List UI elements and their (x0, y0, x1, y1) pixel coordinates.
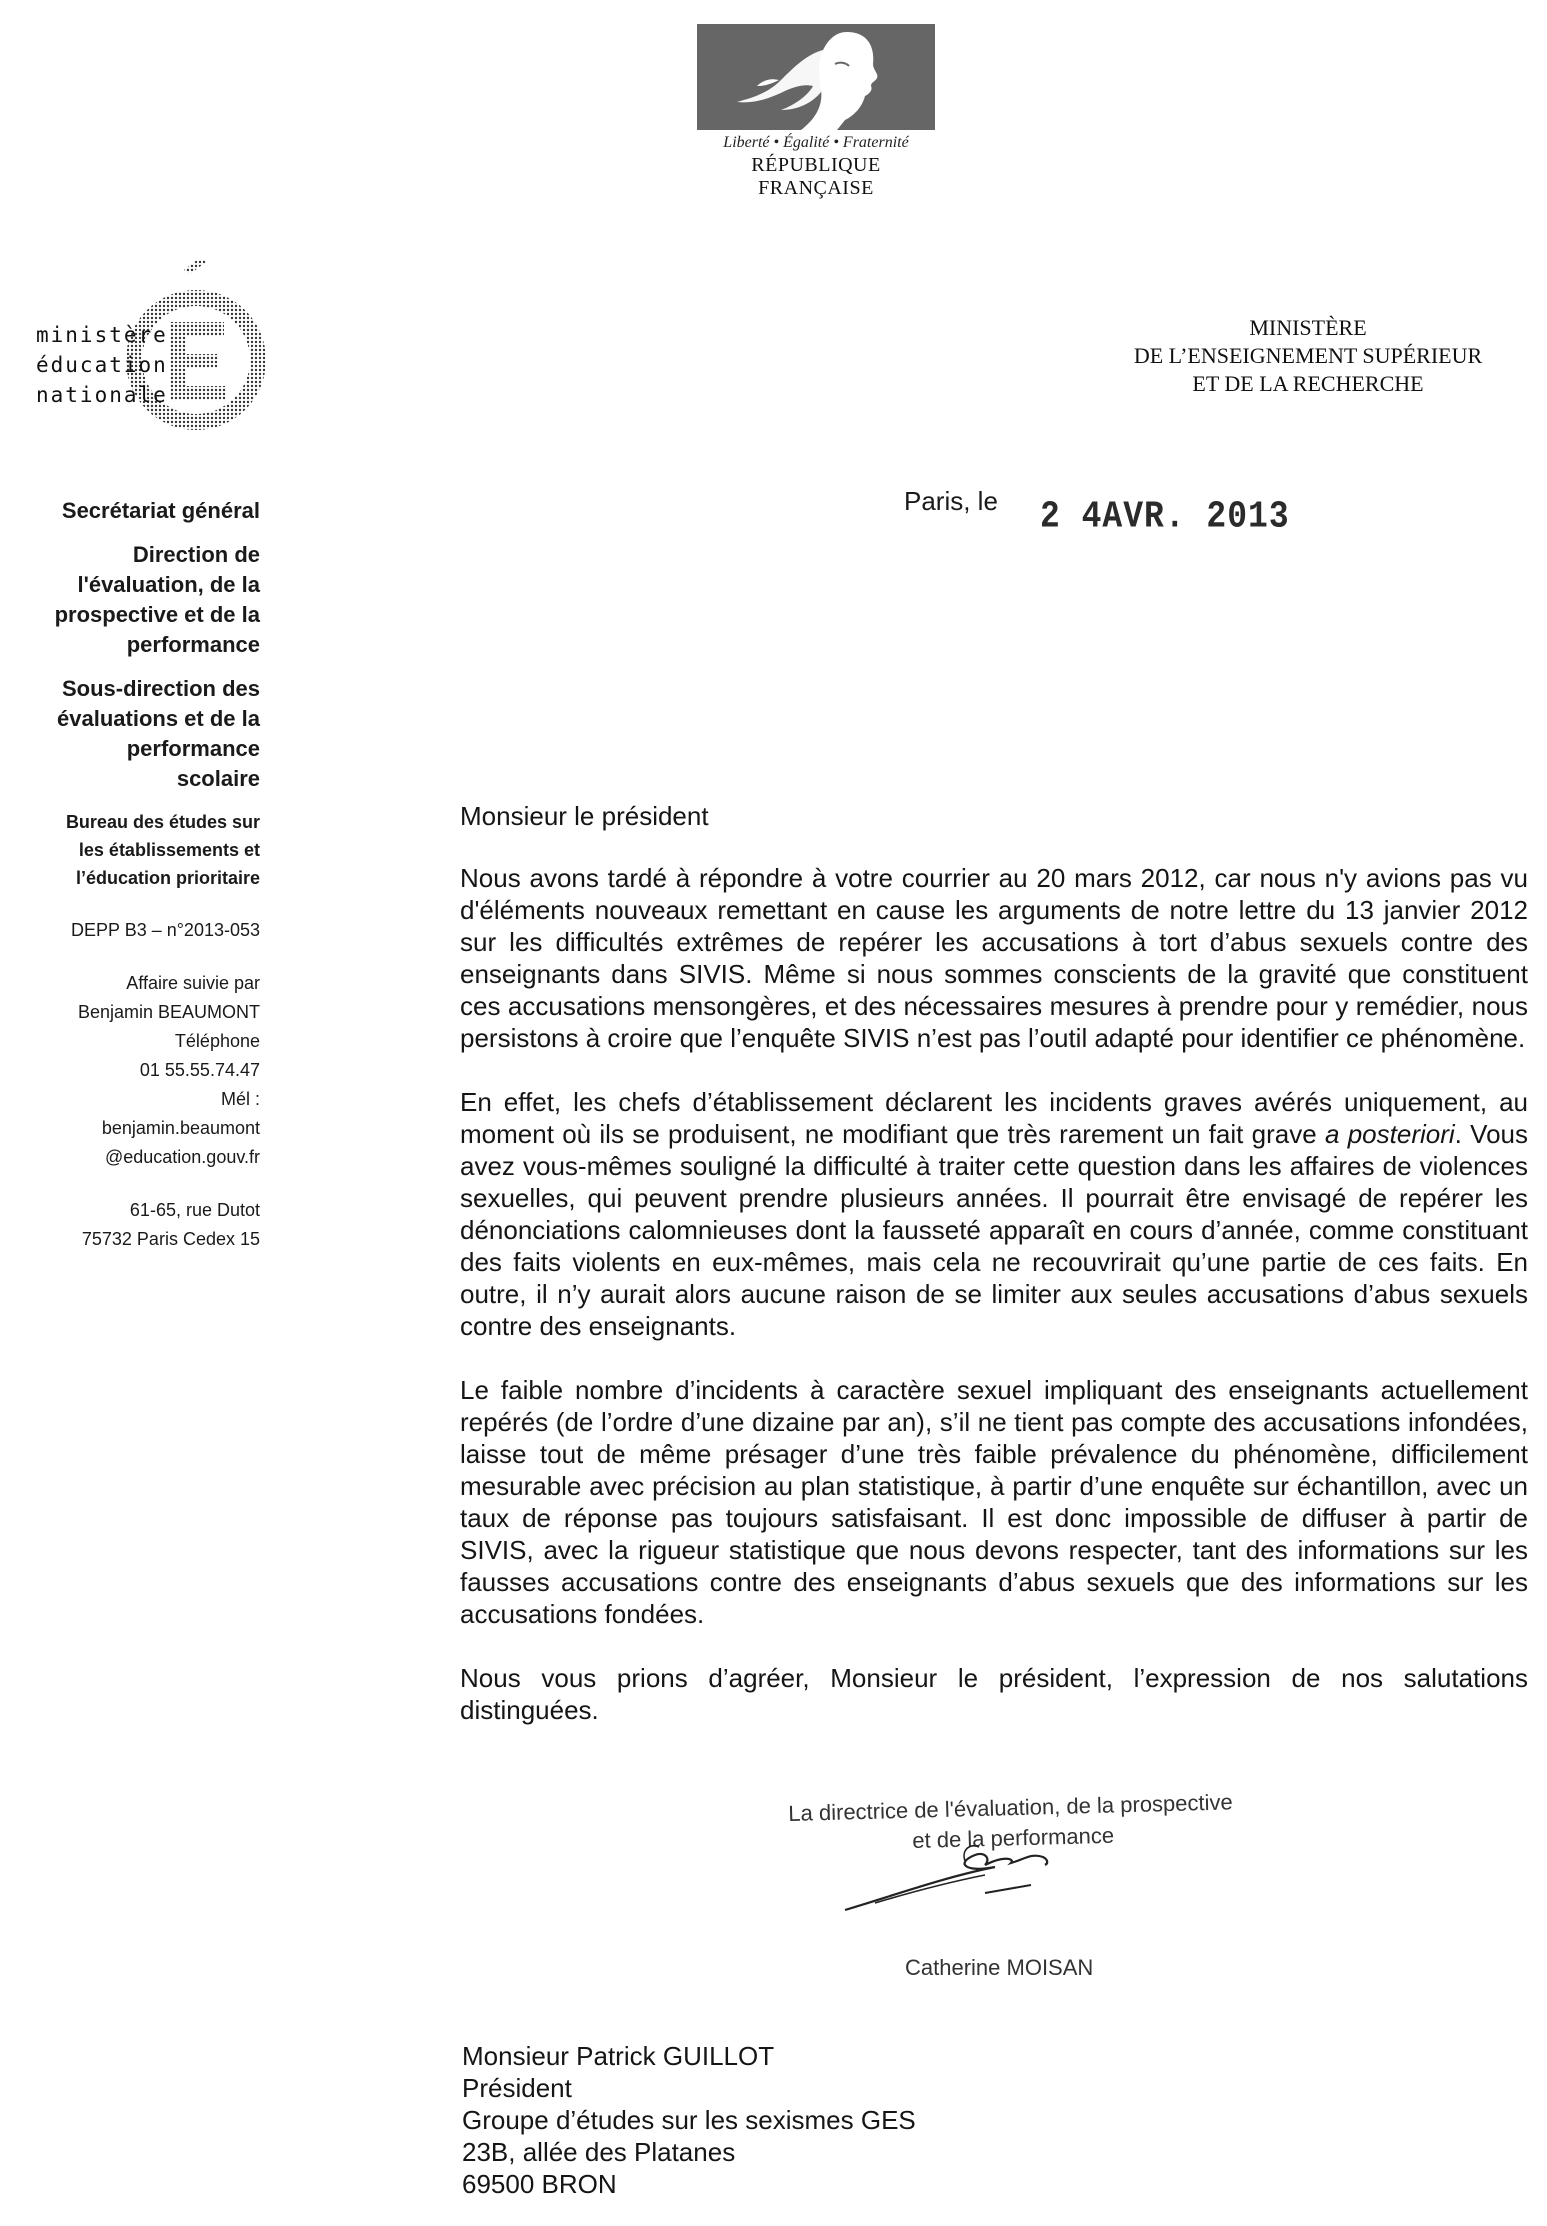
direction-line: Direction de (132, 542, 260, 567)
salutation: Monsieur le président (460, 801, 709, 831)
republic-name: RÉPUBLIQUE FRANÇAISE (751, 154, 881, 199)
date-stamp: 2 4AVR. 2013 (1040, 495, 1290, 538)
recipient-line: 69500 BRON (462, 2169, 617, 2199)
letter-body (460, 800, 1528, 1758)
logo-line: éducation (36, 353, 168, 377)
ministry-education-wordmark (36, 320, 168, 410)
sous-direction-line: Sous-direction des (61, 676, 260, 701)
contact-line: Benjamin BEAUMONT (77, 1002, 260, 1022)
recipient-line: Président (462, 2073, 572, 2103)
contact-line: @education.gouv.fr (104, 1147, 260, 1167)
italic-term: a posteriori (1324, 1119, 1455, 1149)
paragraph (460, 1086, 1528, 1342)
paragraph: Nous avons tardé à répondre à votre courrier au 20 mars 2012, car nous n'y avions pas vu d'éléments nouveaux remettant en cause les arguments de notre lettre du 13 janvier 2012 sur les difficultés extrêmes de repérer les accusations à tort d’abus sexuels contre des enseignants dans SIVIS. Même si nous sommes conscients de la gravité que constituent ces accusations mensongères, et des nécessaires mesures à prendre pour y remédier, nous persistons à croire que l’enquête SIVIS n’est pas l’outil adapté pour identifier ce phénomène. (460, 863, 1528, 1053)
contact-line: benjamin.beaumont (101, 1118, 260, 1138)
reference-number: DEPP B3 – n°2013-053 (71, 920, 260, 940)
paragraph: Le faible nombre d’incidents à caractère sexuel impliquant des enseignants actuellement repérés (de l’ordre d’une dizaine par an), s’il ne tient pas compte des accusations infondées, laisse tout de même présager d’une très faible prévalence du phénomène, difficilement mesurable avec précision au plan statistique, à partir d’une enquête sur échantillon, avec un taux de réponse pas toujours satisfaisant. Il est donc impossible de diffuser à partir de SIVIS, avec la rigueur statistique que nous devons respecter, tant des informations sur les fausses accusations contre des enseignants d’abus sexuels que des informations sur les accusations fondées. (460, 1375, 1528, 1629)
paragraph-text: En effet, les chefs d’établissement déclarent les incidents graves avérés uniquement, au moment où ils se produisent, ne modifiant que très rarement un fait grave (460, 1087, 1528, 1149)
direction-line: performance (126, 632, 260, 657)
recipient-address (462, 2040, 916, 2200)
ministry-line: DE L’ENSEIGNEMENT SUPÉRIEUR (1133, 343, 1483, 368)
sous-direction-line: évaluations et de la (57, 706, 260, 731)
recipient-line: 23B, allée des Platanes (462, 2137, 736, 2167)
ministry-line: MINISTÈRE (1249, 315, 1367, 340)
contact-line: Mél : (220, 1089, 260, 1109)
logo-line: ministère (36, 323, 168, 347)
contact-line: Téléphone (174, 1031, 260, 1051)
bureau-line: Bureau des études sur (65, 812, 260, 832)
ministry-header (1093, 314, 1523, 398)
marianne-emblem-icon (697, 24, 935, 130)
signatory-title: La directrice de l'évaluation, de la prospective (788, 1789, 1233, 1826)
marianne-logo (696, 24, 936, 200)
ministry-education-logo (36, 260, 256, 440)
direction-line: prospective et de la (54, 602, 260, 627)
sender-sidebar (20, 496, 260, 1254)
address-line: 75732 Paris Cedex 15 (81, 1229, 260, 1249)
handwritten-signature-icon (835, 1815, 1095, 1925)
recipient-line: Monsieur Patrick GUILLOT (462, 2041, 775, 2071)
republic-motto: Liberté • Égalité • Fraternité (723, 134, 909, 151)
secretariat: Secrétariat général (61, 498, 260, 523)
logo-line: nationale (36, 383, 168, 407)
contact-line: 01 55.55.74.47 (139, 1060, 260, 1080)
sous-direction-line: scolaire (176, 766, 260, 791)
sous-direction-line: performance (126, 736, 260, 761)
contact-line: Affaire suivie par (126, 973, 260, 993)
paragraph-text: . Vous avez vous-mêmes souligné la difficulté à traiter cette question dans les affaires de violences sexuelles, qui peuvent prendre plusieurs années. Il pourrait être envisagé de repérer les dénonciations calomnieuses dont la fausseté apparaît en cours d’année, comme constituant des faits violents en eux-mêmes, mais cela ne recouvrirait qu’une partie de ces faits. En outre, il n’y aurait alors aucune raison de se limiter aux seules accusations d’abus sexuels contre des enseignants. (460, 1119, 1528, 1341)
ministry-line: ET DE LA RECHERCHE (1192, 371, 1424, 396)
signatory-title-line2: et de la performance (912, 1822, 1115, 1853)
address-line: 61-65, rue Dutot (129, 1200, 260, 1220)
signer-name: Catherine MOISAN (905, 1955, 1094, 1980)
bureau-line: les établissements et (78, 840, 260, 860)
paragraph: Nous vous prions d’agréer, Monsieur le président, l’expression de nos salutations distinguées. (460, 1663, 1528, 1725)
date-place: Paris, le (904, 486, 998, 516)
direction-line: l'évaluation, de la (77, 572, 260, 597)
bureau-line: l’éducation prioritaire (75, 868, 260, 888)
recipient-line: Groupe d’études sur les sexismes GES (462, 2105, 916, 2135)
